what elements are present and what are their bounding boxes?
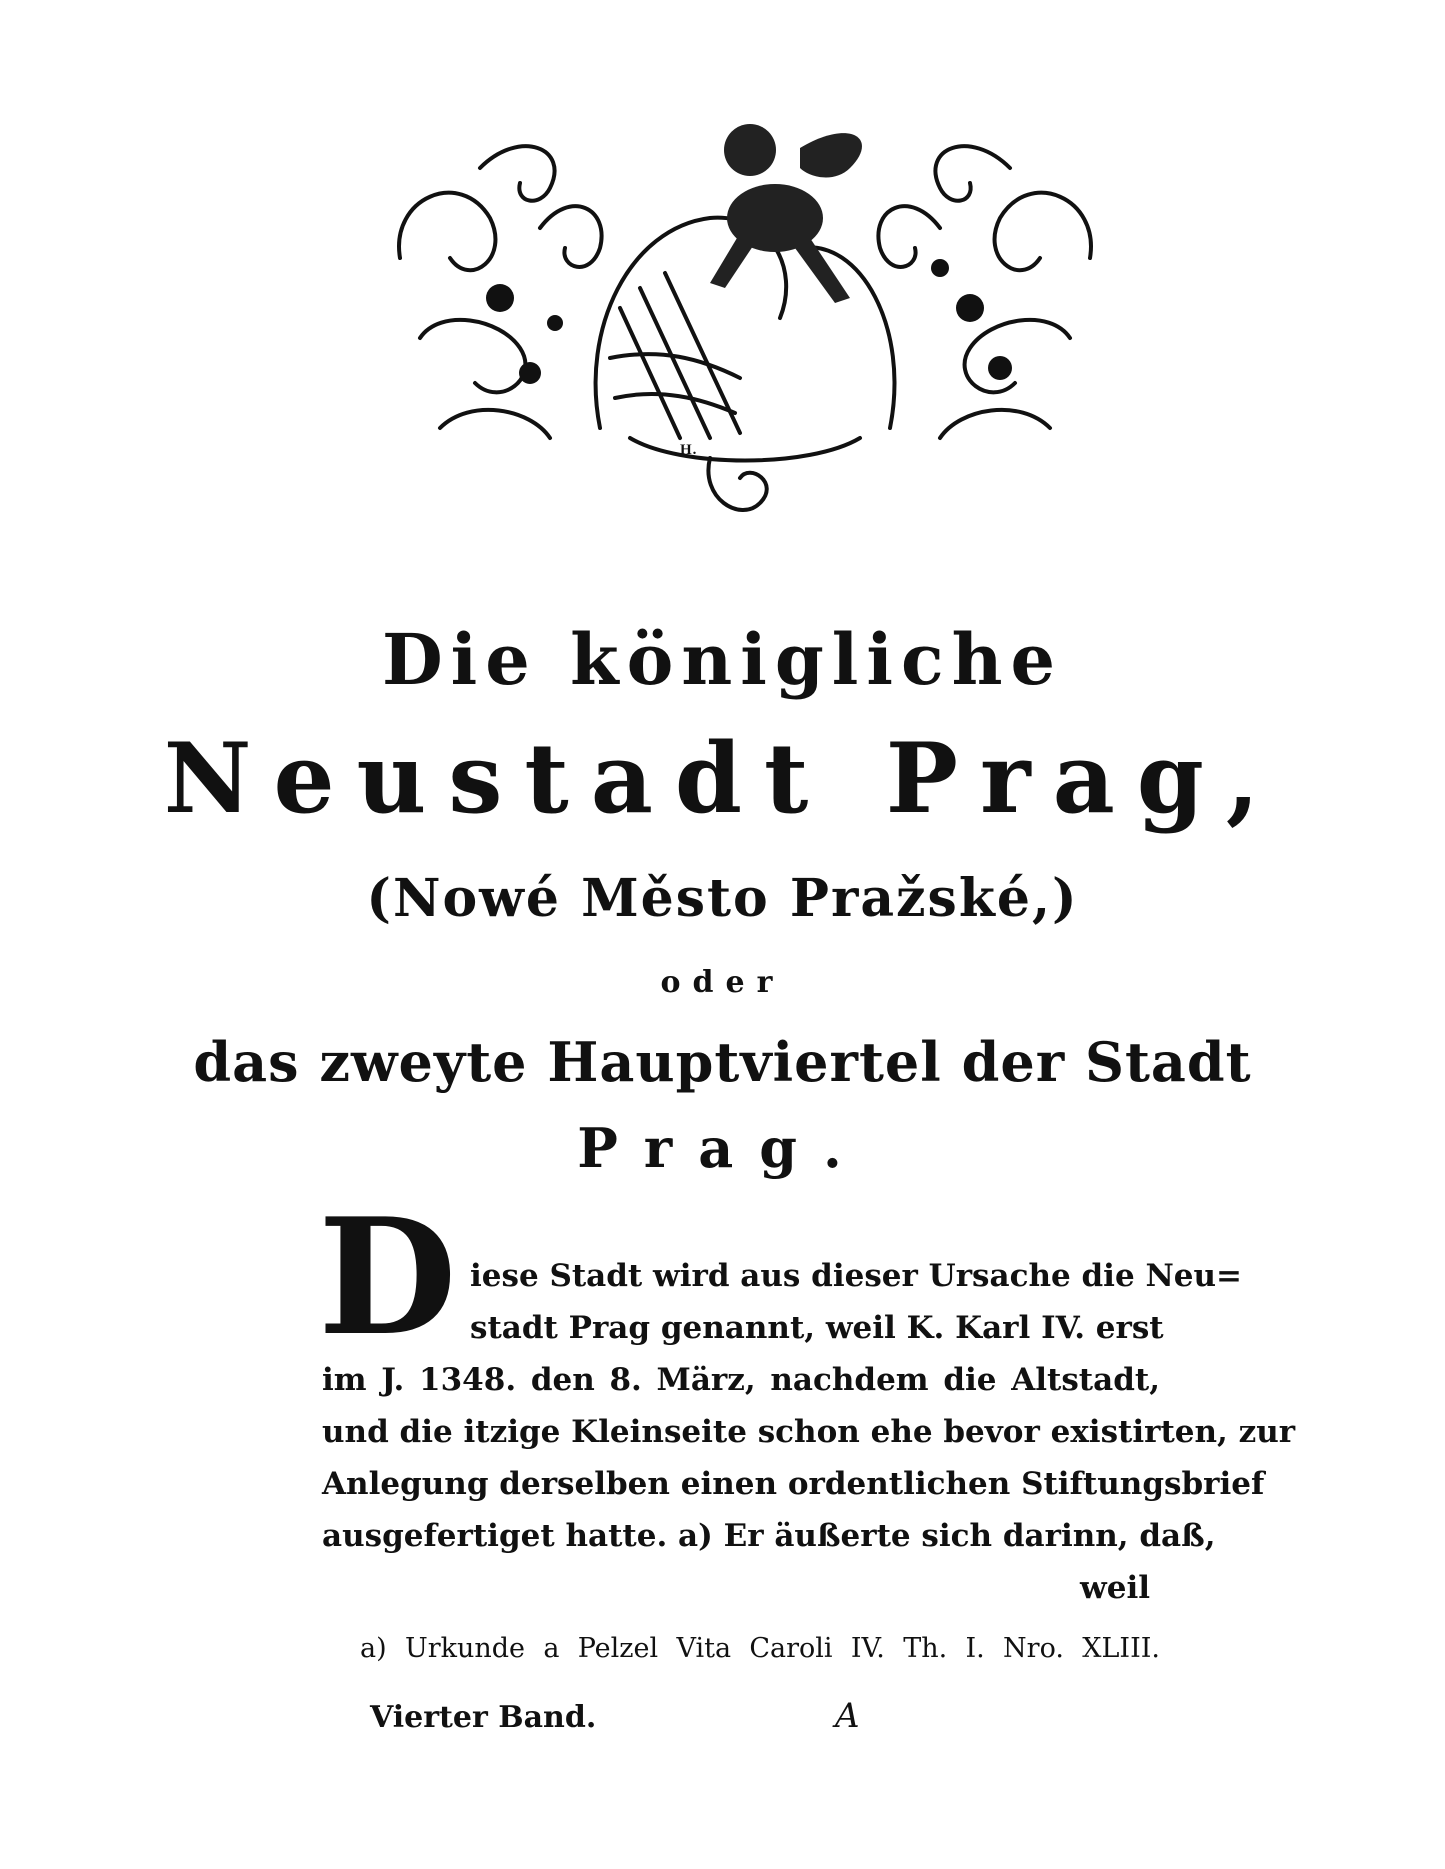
body-line-6: ausgefertiget hatte. a) Er äußerte sich darinn, daß, [322, 1518, 1216, 1554]
body-line-3: im J. 1348. den 8. März, nachdem die Altstadt, [322, 1362, 1160, 1398]
signature-mark: A [835, 1696, 860, 1736]
title-line-3: (Nowé Město Pražské,) [366, 868, 1079, 929]
volume-label: Vierter Band. [370, 1700, 597, 1735]
printer-mark: H. [680, 442, 698, 458]
ornamental-vignette [380, 108, 1110, 533]
footnote: a) Urkunde a Pelzel Vita Caroli IV. Th. I. Nro. XLIII. [360, 1633, 1160, 1664]
body-line-5: Anlegung derselben einen ordentlichen Stiftungsbrief [322, 1466, 1265, 1502]
drop-cap: D [318, 1183, 457, 1371]
cherub-ornament-icon [380, 108, 1110, 533]
title-line-1: Die königliche [381, 618, 1064, 701]
body-line-2: stadt Prag genannt, weil K. Karl IV. erst [470, 1310, 1164, 1346]
title-line-4: oder [660, 965, 785, 1000]
title-line-6: Prag. [577, 1116, 868, 1180]
catchword: weil [1080, 1570, 1150, 1606]
body-line-4: und die itzige Kleinseite schon ehe bevor existirten, zur [322, 1414, 1296, 1450]
body-line-1: iese Stadt wird aus dieser Ursache die Neu= [470, 1258, 1243, 1294]
title-line-2: Neustadt Prag, [163, 722, 1282, 835]
title-line-5: das zweyte Hauptviertel der Stadt [193, 1030, 1252, 1094]
